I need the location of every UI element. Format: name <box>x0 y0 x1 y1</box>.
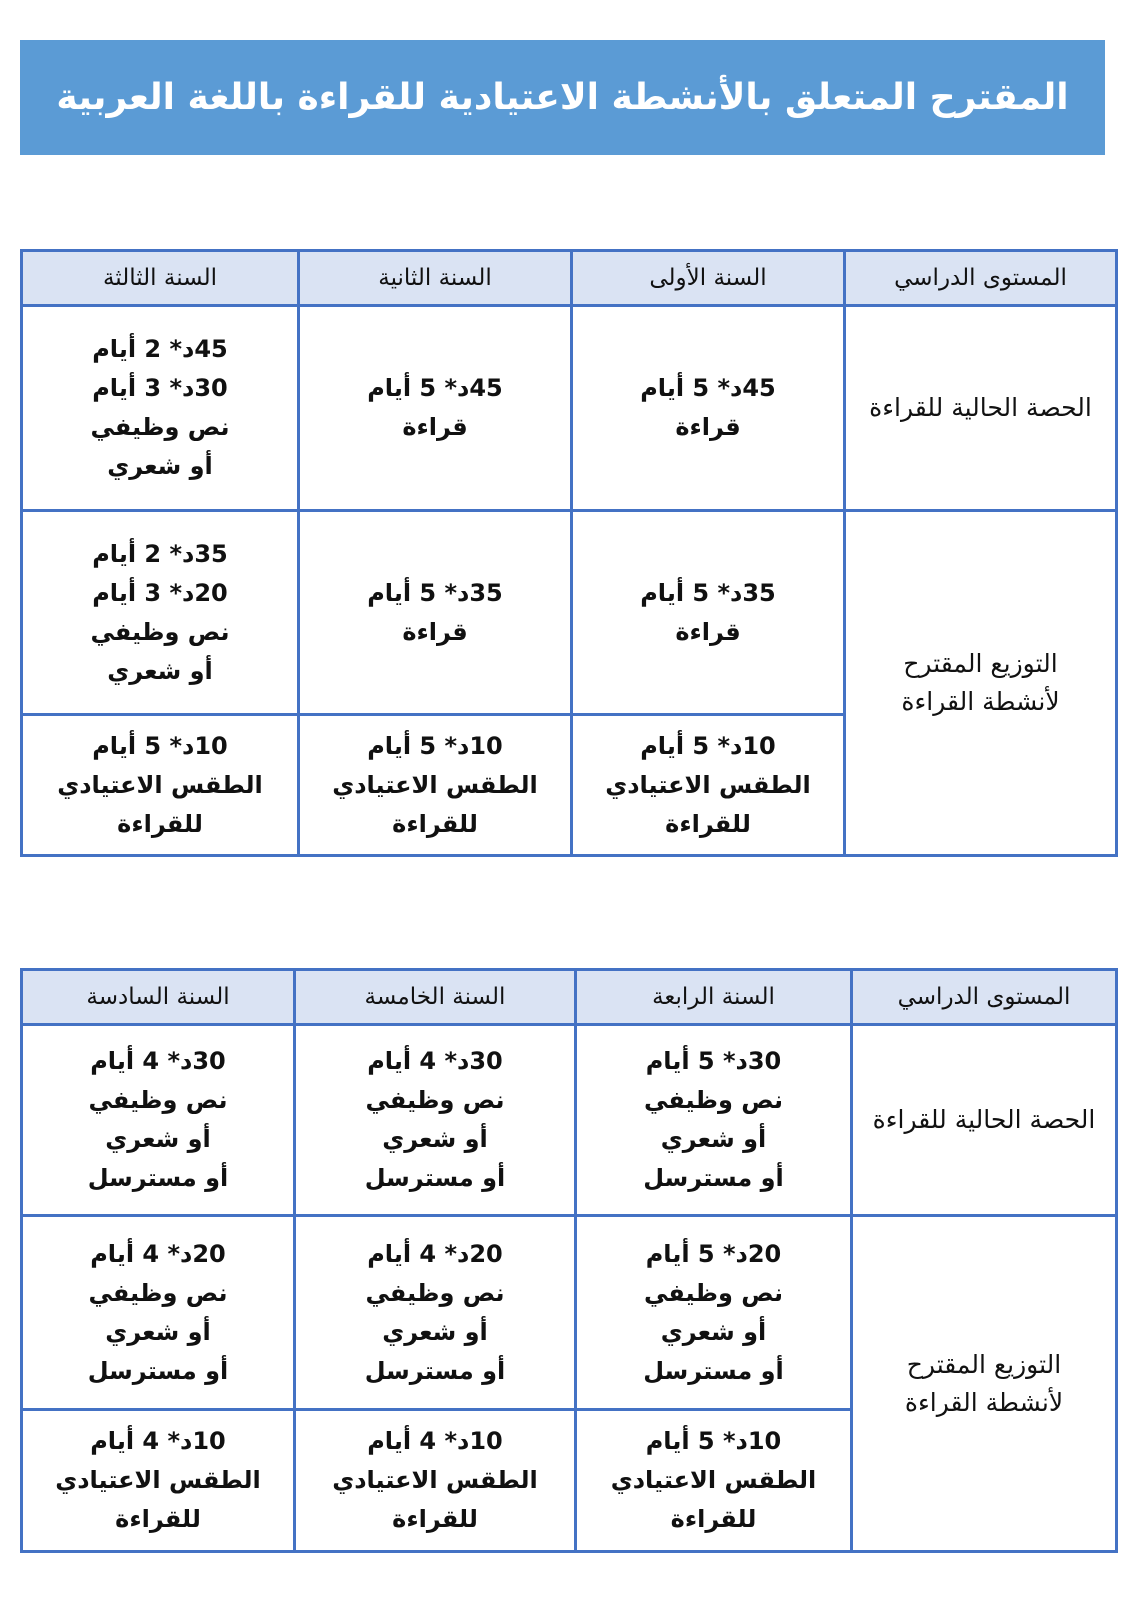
cell-line: نص وظيفي <box>90 617 230 646</box>
cell-line: للقراءة <box>117 809 203 838</box>
cell-line: 45د* 5 أيام <box>640 374 776 402</box>
cell-proposed-a-year5 <box>295 1216 576 1410</box>
cell-line: نص وظيفي <box>90 413 230 441</box>
cell-line: أو شعري <box>107 656 213 685</box>
cell-current-year6 <box>22 1025 295 1216</box>
cell-line: 20د* 4 أيام <box>367 1239 503 1268</box>
cell-proposed-b-year2 <box>299 715 572 856</box>
cell-proposed-a-year4 <box>576 1216 852 1410</box>
cell-line: 10د* 4 أيام <box>90 1427 226 1455</box>
cell-line: 20د* 5 أيام <box>645 1239 782 1268</box>
header-year5: السنة الخامسة <box>295 970 576 1025</box>
cell-line: نص وظيفي <box>365 1086 505 1114</box>
cell-current-year4 <box>576 1025 852 1216</box>
cell-line: قراءة <box>675 617 741 646</box>
cell-line: أو شعري <box>660 1317 767 1346</box>
cell-line: الطقس الاعتيادي <box>332 770 538 799</box>
cell-line: أو مسترسل <box>364 1164 506 1192</box>
cell-line: 10د* 5 أيام <box>645 1427 782 1455</box>
cell-proposed-b-year6 <box>22 1410 295 1552</box>
title-banner <box>20 40 1105 155</box>
cell-proposed-a-year6 <box>22 1216 295 1410</box>
cell-proposed-b-year1 <box>572 715 845 856</box>
header-year1: السنة الأولى <box>572 251 845 306</box>
header-year2: السنة الثانية <box>299 251 572 306</box>
cell-line: أو مسترسل <box>87 1164 229 1192</box>
header-level: المستوى الدراسي <box>852 970 1117 1025</box>
cell-line: 30د* 3 أيام <box>92 374 228 402</box>
cell-line: 30د* 5 أيام <box>645 1047 782 1075</box>
cell-current-year5 <box>295 1025 576 1216</box>
table-row <box>22 1025 1117 1216</box>
cell-line: 20د* 4 أيام <box>90 1239 226 1268</box>
cell-current-year2 <box>299 306 572 511</box>
cell-line: 35د* 5 أيام <box>640 578 776 607</box>
page-title: المقترح المتعلق بالأنشطة الاعتيادية للقراءة باللغة العربية <box>56 77 1069 118</box>
cell-line: للقراءة <box>115 1505 201 1533</box>
row-label-line: لأنشطة القراءة <box>904 1387 1064 1417</box>
cell-proposed-a-year1 <box>572 511 845 715</box>
cell-line: الطقس الاعتيادي <box>332 1466 538 1494</box>
header-year4: السنة الرابعة <box>576 970 852 1025</box>
header-year6: السنة السادسة <box>22 970 295 1025</box>
cell-line: للقراءة <box>392 809 478 838</box>
cell-line: أو شعري <box>105 1317 211 1346</box>
row-label-current: الحصة الحالية للقراءة <box>845 306 1117 511</box>
cell-line: للقراءة <box>392 1505 478 1533</box>
row-label-line: التوزيع المقترح <box>903 649 1058 678</box>
header-level: المستوى الدراسي <box>845 251 1117 306</box>
table-header-row <box>22 251 1117 306</box>
cell-line: للقراءة <box>665 809 751 838</box>
cell-line: للقراءة <box>670 1505 757 1533</box>
cell-line: نص وظيفي <box>365 1278 505 1307</box>
cell-proposed-b-year4 <box>576 1410 852 1552</box>
cell-line: قراءة <box>402 413 468 441</box>
cell-line: 45د* 5 أيام <box>367 374 503 402</box>
cell-line: الطقس الاعتيادي <box>55 1466 261 1494</box>
table-years-1-3 <box>20 249 1118 857</box>
cell-line: أو شعري <box>382 1317 488 1346</box>
cell-line: 30د* 4 أيام <box>367 1047 503 1075</box>
cell-line: نص وظيفي <box>88 1278 228 1307</box>
cell-line: أو شعري <box>382 1125 488 1153</box>
table-header-row <box>22 970 1117 1025</box>
cell-proposed-b-year5 <box>295 1410 576 1552</box>
cell-line: 30د* 4 أيام <box>90 1047 226 1075</box>
cell-current-year3 <box>22 306 299 511</box>
cell-current-year1 <box>572 306 845 511</box>
row-label-current: الحصة الحالية للقراءة <box>852 1025 1117 1216</box>
cell-line: 10د* 5 أيام <box>640 731 776 760</box>
cell-line: 10د* 4 أيام <box>367 1427 503 1455</box>
cell-line: نص وظيفي <box>644 1278 783 1307</box>
cell-line: 45د* 2 أيام <box>92 335 228 363</box>
cell-proposed-a-year3 <box>22 511 299 715</box>
table-row <box>22 511 1117 715</box>
cell-line: نص وظيفي <box>88 1086 228 1114</box>
cell-proposed-b-year3 <box>22 715 299 856</box>
row-label-line: لأنشطة القراءة <box>901 687 1060 716</box>
cell-line: 35د* 2 أيام <box>92 539 228 568</box>
cell-line: أو شعري <box>105 1125 211 1153</box>
cell-proposed-a-year2 <box>299 511 572 715</box>
table-row <box>22 1216 1117 1410</box>
cell-line: قراءة <box>675 413 741 441</box>
cell-line: أو مسترسل <box>364 1356 506 1385</box>
cell-line: الطقس الاعتيادي <box>605 770 811 799</box>
cell-line: 35د* 5 أيام <box>367 578 503 607</box>
cell-line: 10د* 5 أيام <box>92 731 228 760</box>
cell-line: نص وظيفي <box>644 1086 783 1114</box>
header-year3: السنة الثالثة <box>22 251 299 306</box>
table-row <box>22 306 1117 511</box>
cell-line: أو مسترسل <box>643 1164 784 1192</box>
cell-line: 20د* 3 أيام <box>92 578 228 607</box>
row-label-proposed <box>852 1216 1117 1552</box>
cell-line: أو مسترسل <box>643 1356 784 1385</box>
cell-line: الطقس الاعتيادي <box>57 770 263 799</box>
cell-line: أو مسترسل <box>87 1356 229 1385</box>
cell-line: قراءة <box>402 617 468 646</box>
row-label-line: التوزيع المقترح <box>906 1349 1062 1379</box>
table-years-4-6 <box>20 968 1118 1553</box>
cell-line: الطقس الاعتيادي <box>610 1466 817 1494</box>
cell-line: أو شعري <box>107 452 213 480</box>
cell-line: 10د* 5 أيام <box>367 731 503 760</box>
row-label-proposed <box>845 511 1117 856</box>
cell-line: أو شعري <box>660 1125 767 1153</box>
